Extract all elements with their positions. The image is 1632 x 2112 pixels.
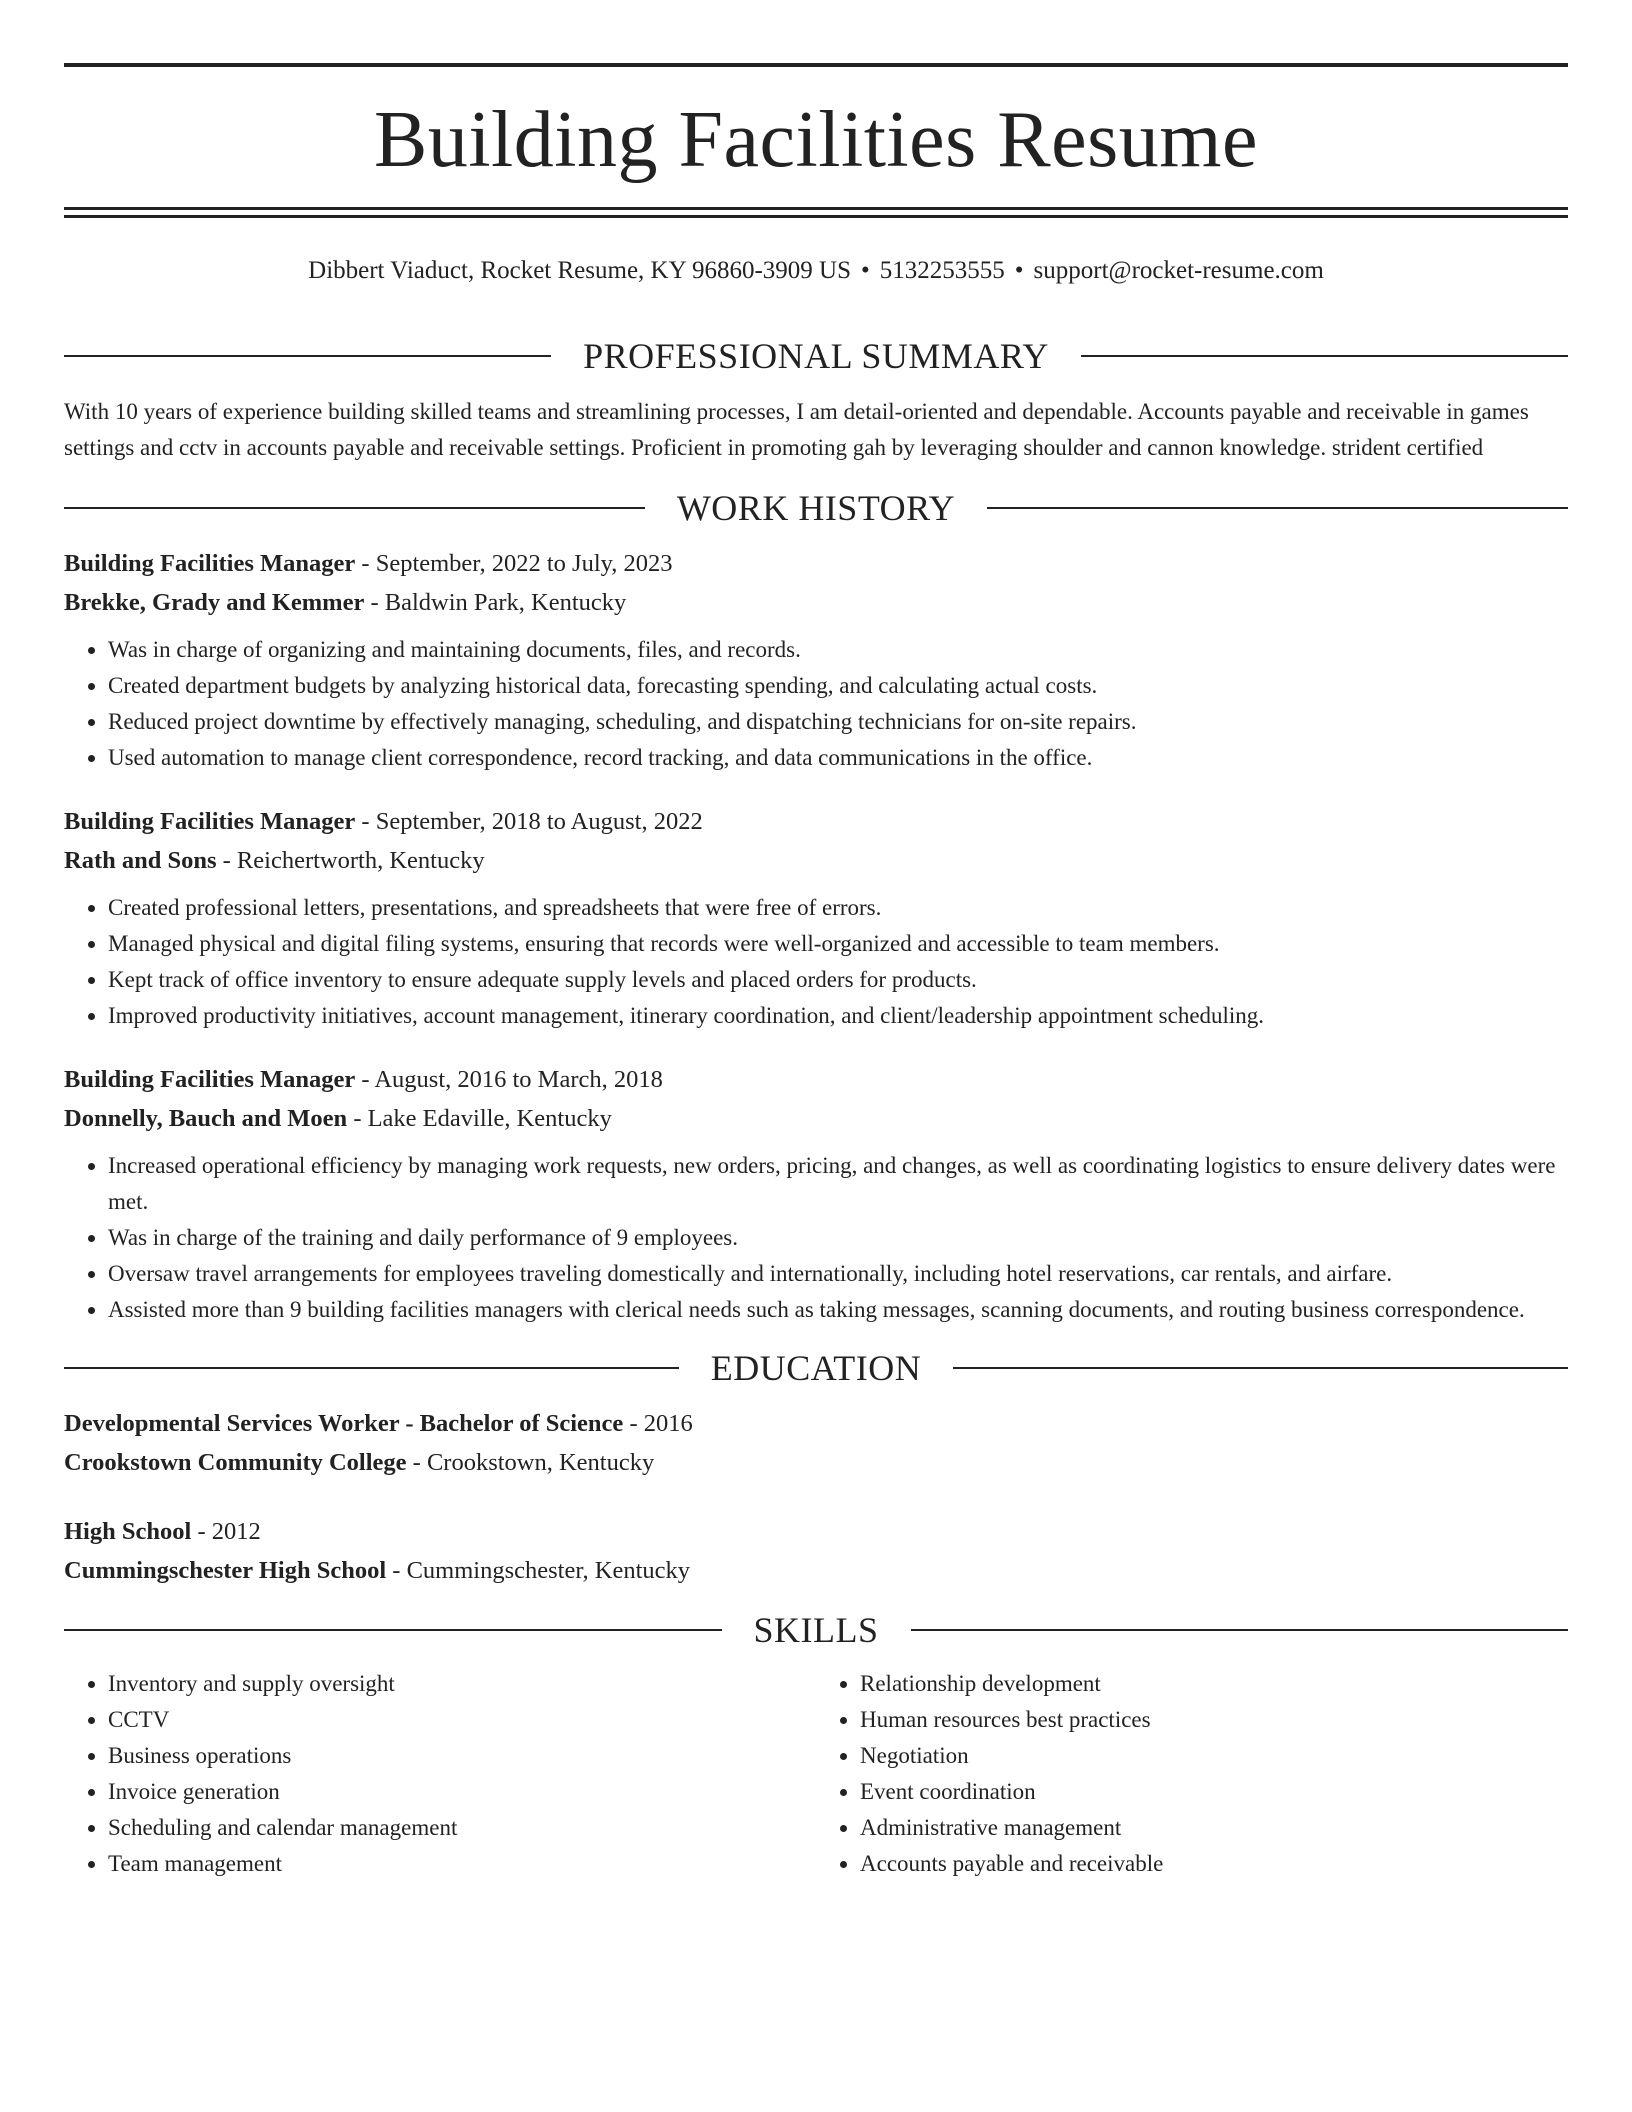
job-bullets [64, 632, 1568, 776]
heading-rule [64, 1367, 679, 1369]
job-title: Building Facilities Manager [64, 550, 356, 577]
heading-rule [1081, 355, 1568, 357]
contact-line [64, 255, 1568, 287]
job-title-line [64, 544, 1568, 583]
job-entry [64, 544, 1568, 776]
list-item: • Improved productivity initiatives, account management, itinerary coordination, and client/leadership appointment scheduling. [108, 998, 1568, 1034]
resume-title: Building Facilities Resume [373, 96, 1259, 184]
job-company-line [64, 841, 1568, 880]
contact-address: Dibbert Viaduct, Rocket Resume, KY 96860-3909 US [308, 257, 852, 284]
education-degree: Developmental Services Worker - Bachelor of Science [64, 1410, 624, 1437]
job-company: Brekke, Grady and Kemmer [64, 589, 365, 616]
job-company-line [64, 583, 1568, 622]
job-title: Building Facilities Manager [64, 808, 356, 835]
job-location: - Reichertworth, Kentucky [216, 847, 485, 874]
education-entry [64, 1512, 1568, 1590]
list-item: • Used automation to manage client correspondence, record tracking, and data communications in the office. [108, 740, 1568, 776]
contact-email: support@rocket-resume.com [1033, 257, 1324, 284]
education-school: Crookstown Community College [64, 1449, 407, 1476]
job-company: Rath and Sons [64, 847, 217, 874]
list-item: • Inventory and supply oversight [108, 1666, 816, 1702]
job-entry [64, 1060, 1568, 1328]
list-item: • Event coordination [860, 1774, 1568, 1810]
education-school-line [64, 1443, 1568, 1482]
education-degree-line [64, 1404, 1568, 1443]
list-item: • Created department budgets by analyzing historical data, forecasting spending, and calculating actual costs. [108, 668, 1568, 704]
job-dates: - August, 2016 to March, 2018 [355, 1066, 663, 1093]
skills-list-left [64, 1666, 816, 1882]
education-school: Cummingschester High School [64, 1557, 387, 1584]
job-location: - Baldwin Park, Kentucky [364, 589, 627, 616]
job-company: Donnelly, Bauch and Moen [64, 1105, 348, 1132]
list-item: • Administrative management [860, 1810, 1568, 1846]
list-item: • Managed physical and digital filing systems, ensuring that records were well-organized and accessible to team members. [108, 926, 1568, 962]
section-heading-summary [64, 330, 1568, 382]
list-item: • Accounts payable and receivable [860, 1846, 1568, 1882]
job-entry [64, 802, 1568, 1034]
job-title: Building Facilities Manager [64, 1066, 356, 1093]
list-item: • Kept track of office inventory to ensure adequate supply levels and placed orders for products. [108, 962, 1568, 998]
education-entry [64, 1404, 1568, 1482]
list-item: • Human resources best practices [860, 1702, 1568, 1738]
job-title-line [64, 1060, 1568, 1099]
contact-separator: • [1014, 257, 1024, 284]
education-degree: High School [64, 1518, 192, 1545]
title-rule-upper [64, 207, 1568, 210]
heading-rule [64, 1629, 722, 1631]
list-item: • Invoice generation [108, 1774, 816, 1810]
section-title: EDUCATION [710, 1348, 922, 1388]
heading-rule [64, 355, 551, 357]
job-bullets [64, 1148, 1568, 1328]
heading-rule [911, 1629, 1569, 1631]
education-degree-line [64, 1512, 1568, 1551]
list-item: • Increased operational efficiency by managing work requests, new orders, pricing, and changes, as well as coordinating logistics to ensure delivery dates were met. [108, 1148, 1568, 1220]
list-item: • Team management [108, 1846, 816, 1882]
list-item: • Business operations [108, 1738, 816, 1774]
skills-columns [64, 1666, 1568, 1882]
summary-text: With 10 years of experience building skilled teams and streamlining processes, I am detail-oriented and dependable. Accounts payable and receivable in games settings and cctv in accounts payable and receivable settings. Proficient in promoting gah by leveraging shoulder and cannon knowledge. strident certified [64, 399, 1529, 460]
skills-list-right [816, 1666, 1568, 1882]
job-dates: - September, 2018 to August, 2022 [355, 808, 703, 835]
job-dates: - September, 2022 to July, 2023 [355, 550, 673, 577]
education-school-line [64, 1551, 1568, 1590]
job-company-line [64, 1099, 1568, 1138]
education-year: - 2012 [191, 1518, 261, 1545]
education-year: - 2016 [623, 1410, 693, 1437]
resume-content [64, 330, 1568, 1882]
list-item: • Was in charge of the training and daily performance of 9 employees. [108, 1220, 1568, 1256]
section-heading-skills [64, 1604, 1568, 1656]
job-location: - Lake Edaville, Kentucky [347, 1105, 612, 1132]
top-rule [64, 63, 1568, 67]
education-location: - Cummingschester, Kentucky [386, 1557, 691, 1584]
list-item: • Created professional letters, presentations, and spreadsheets that were free of errors. [108, 890, 1568, 926]
list-item: • Negotiation [860, 1738, 1568, 1774]
heading-rule [987, 507, 1568, 509]
section-title: SKILLS [753, 1610, 879, 1650]
list-item: • Scheduling and calendar management [108, 1810, 816, 1846]
list-item: • Oversaw travel arrangements for employees traveling domestically and internationally, including hotel reservations, car rentals, and airfare. [108, 1256, 1568, 1292]
section-heading-education [64, 1342, 1568, 1394]
title-rule-lower [64, 215, 1568, 218]
list-item: • Was in charge of organizing and maintaining documents, files, and records. [108, 632, 1568, 668]
heading-rule [953, 1367, 1568, 1369]
list-item: • Relationship development [860, 1666, 1568, 1702]
list-item: • Assisted more than 9 building facilities managers with clerical needs such as taking messages, scanning documents, and routing business correspondence. [108, 1292, 1568, 1328]
contact-phone: 5132253555 [879, 257, 1005, 284]
section-title: PROFESSIONAL SUMMARY [583, 336, 1049, 376]
job-bullets [64, 890, 1568, 1034]
list-item: • CCTV [108, 1702, 816, 1738]
job-title-line [64, 802, 1568, 841]
section-title: WORK HISTORY [676, 488, 956, 528]
contact-separator: • [861, 257, 870, 284]
education-location: - Crookstown, Kentucky [406, 1449, 655, 1476]
list-item: • Reduced project downtime by effectively managing, scheduling, and dispatching technicians for on-site repairs. [108, 704, 1568, 740]
section-heading-work-history [64, 482, 1568, 534]
heading-rule [64, 507, 645, 509]
